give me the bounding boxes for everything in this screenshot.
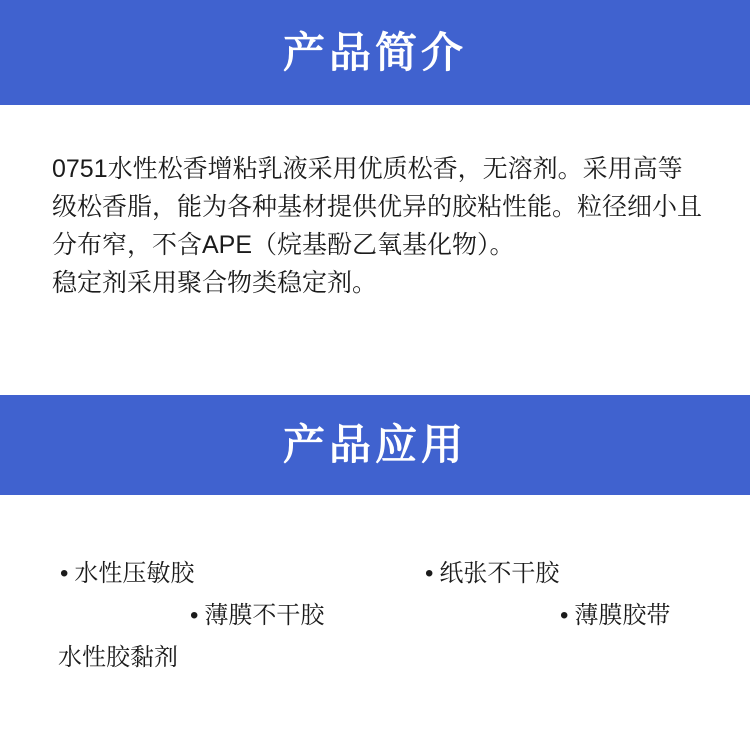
section-banner-applications [0, 395, 750, 495]
list-item-label: 薄膜不干胶 [204, 602, 325, 629]
list-item-label: 纸张不干胶 [439, 560, 560, 587]
section-banner-intro [0, 0, 750, 105]
list-item-label: 水性胶黏剂 [58, 644, 178, 671]
intro-paragraph-1: 0751水性松香增粘乳液采用优质松香，无溶剂。采用高等级松香脂，能为各种基材提供优异的胶粘性能。粒径细小且分布窄，不含APE（烷基酚乙氧基化物）。 [52, 155, 703, 259]
list-item-label: 薄膜胶带 [574, 602, 671, 629]
applications-list [0, 540, 750, 730]
intro-paragraph-2: 稳定剂采用聚合物类稳定剂。 [52, 269, 378, 297]
list-item [425, 560, 559, 589]
intro-body-text [52, 150, 702, 302]
list-item-label: 水性压敏胶 [74, 560, 195, 587]
bullet-icon: • [560, 602, 569, 629]
list-item [60, 560, 194, 589]
list-item [52, 644, 178, 673]
section-title-intro: 产品简介 [282, 28, 467, 76]
bullet-icon: • [425, 560, 434, 587]
section-title-applications: 产品应用 [282, 421, 467, 468]
bullet-icon: • [190, 602, 199, 629]
list-item [190, 602, 324, 631]
bullet-icon: • [60, 560, 69, 587]
list-item [560, 602, 670, 631]
